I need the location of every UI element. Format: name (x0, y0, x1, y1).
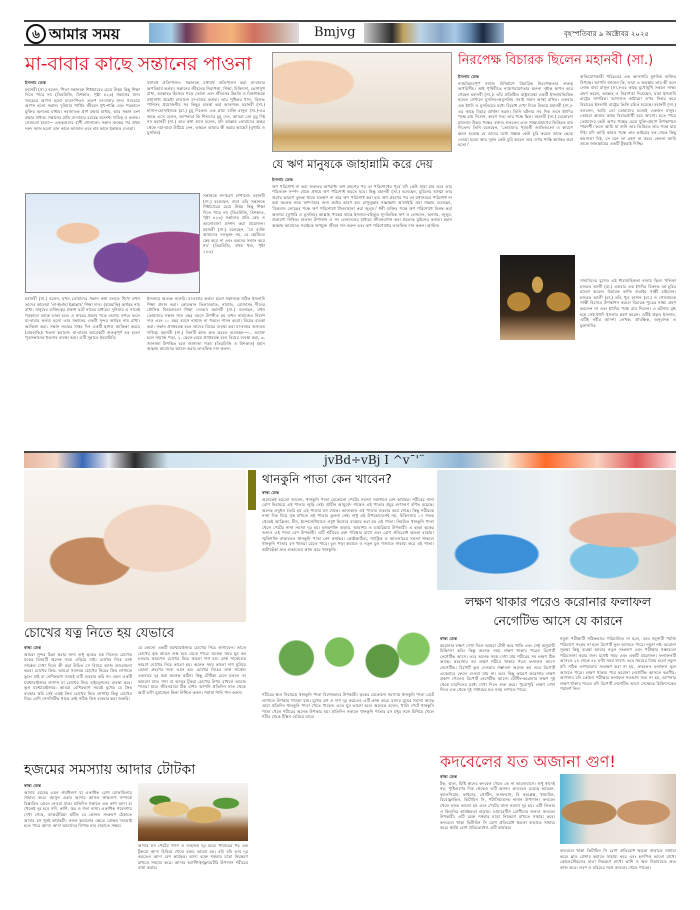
judge-text-1: ন্যায়বিচারপূর্ণ সমাজ বিনির্মাণে বিচারিক নিরপেক্ষতার গুরুত্ব অপরিসীম। তাই পৃথিবীতে ন্যায়পরায়ণতার অনন্য দৃষ্টান্ত স্থাপন করে গেছেন মহানবী (সা.)। তাঁর প্রতিষ্ঠিত রাষ্ট্রব্যবস্থা একটি ইসলামভিত্তিক হলেও সেখানে মুসলিম-অমুসলিম সবাই সমান আস্থা রাখত। একবার এক ইহুদি ও মুসলিমের মধ্যে বিরোধ দেখা দিলে উভয়ে মহানবী (সা.)-এর কাছে বিচার প্রার্থনা করল। তিনি ঘটনার সব দিক শুনে ইহুদির পক্ষে রায় দিলেন, কারণ সত্য তার পক্ষে ছিল। মহানবী (সা.) যেকোনো মামলায় উভয় পক্ষের বক্তব্য শুনতেন এবং সাক্ষ্যপ্রমাণের ভিত্তিতে রায় দিতেন। তিনি বলেছেন, 'তোমাদের পূর্ববর্তী জাতিগুলো এ কারণে ধ্বংস হয়েছে যে তাদের মধ্যে সম্ভ্রান্ত কেউ চুরি করলে তাকে ছেড়ে দেওয়া হতো আর দুর্বল কেউ চুরি করলে তার ওপর শাস্তি কার্যকর করা হতো।' (458, 80, 573, 148)
wood-apple-col-1 (440, 774, 555, 879)
ginger-photo (138, 783, 248, 841)
parents-text-4: ইসলামে অত্যন্ত জরুরি। মা-বাবার কর্তব্য হলো সন্তানকে সঠিক ইসলামি শিক্ষা প্রদান করা। কোরআন তিলাওয়াত, নামাজ, রোজাসহ দীনের মৌলিক বিষয়গুলো শিক্ষা দেওয়া। মহানবী (সা.) বলেছেন, যখন তোমাদের সন্তান সাত বছর বয়সে উপনীত হয় তখন নামাজের নির্দেশ দাও এবং ১০ বছর বয়সে নামাজ না পড়লে শাসন করো। বিয়ের ব্যবস্থা করা: সন্তান প্রাপ্তবয়স্ক হলে তাদের বিয়ের ব্যবস্থা করা মা-বাবার অন্যতম দায়িত্ব। মহানবী (সা.) তিনটি কাজ দ্রুত করতে বলেছেন—১. ওয়াক্ত হলে নামাজ পড়া, ২. ছেলে-মেয়ে প্রাপ্তবয়স্ক হলে বিয়ের ব্যবস্থা করা, ৩. জানাজা উপস্থিত হলে জানাজা পড়া। (তিরমিজি ও মিশকাত) মহান আল্লাহ আমাদের আমল করার তাওফিক দান করুন। (147, 296, 265, 352)
thankuni-body-2 (262, 692, 434, 862)
parents-col-2 (147, 80, 265, 190)
headline-corona-line-1: লক্ষণ থাকার পরেও করোনার ফলাফল (464, 594, 652, 609)
parents-col-4 (147, 296, 265, 446)
judge-text-2: অভিযোগকারী পরিচয়ের এক আনসারি মুসলিম ব্যক্তির বিপক্ষে। আপনি জানেন কি, তারা এ অবস্থায় তার কী বলে লোক বাবা রাসুল (সা.)-এর কাছে মুখোমুখি সকলে সাক্ষ্য গ্রহণ করেন, আল্লাহ ও নিরাপত্তা দিয়েছেন, যারা ইসলামি রাষ্ট্রের নাগরিক। আদালত কাঠামো ওপর নির্ভর করে বিচারের ইসলামি রাষ্ট্রের ভিত্তি রচিত হয়েছে। মহানবী (সা.) বললেন, আমি তো তোমাদের মতোই একজন মানুষ। তোমরা আমার কাছে বিচারপ্রার্থী হয়ে আসো। হতে পারে তোমাদের কেউ অপর পক্ষের চেয়ে যুক্তি-প্রমাণ উপস্থাপনে পারদর্শী। ফলে আমি যা শুনি তার ভিত্তিতে তার পক্ষে রায় দিই। যদি আমি কারও পক্ষে তার ভাইয়ের হক থেকে কিছু ফয়সালা দিই, সে যেন তা গ্রহণ না করে। কেননা আমি তাকে জাহান্নামের একটি টুকরাই দিচ্ছি। (580, 74, 676, 147)
byline-parents: ইসলাম ডেস্ক (25, 80, 46, 85)
ginger-text-2: আদার রস পেটের গ্যাস ও বদহজম দূর করে। খাবারের পর এক টুকরো আদা চিবিয়ে খেলে হজম ভালো হয়। বমি বমি ভাব দূর করতেও আদা বেশ কার্যকর। আদা রক্তে শর্করার মাত্রা নিয়ন্ত্রণে রাখতে সাহায্য করে। আদার অ্যান্টি-ইনফ্লামেটরি উপাদান শরীরের ব্যথা কমায়। (138, 843, 248, 871)
debt-photo (272, 52, 452, 152)
page-number-badge (26, 24, 46, 44)
byline-thankuni: স্বাস্থ্য ডেস্ক (262, 490, 280, 495)
thankuni-text-2: শরীরের ক্ষত নিরাময়ে থানকুনি পাতা বিশেষভাবে উপকারী। ত্বকের যেকোনো সমস্যায় থানকুনি পাতা বেটে লাগালে উপকার পাওয়া যায়। মুখের ব্রণ ও দাগ দূর করতেও এটি কাজ করে। যাদের ঘুমের সমস্যা আছে তারা প্রতিদিন থানকুনি পাতা খেতে পারেন। এতে ঘুম ভালো হবে। অনেকে বলেন, খালি পেটে থানকুনি পাতা খেলে শরীরের অনেক উপকার হয়। প্রতিদিন সকালে থানকুনি পাতার রস মধুর সঙ্গে মিশিয়ে খেলে শরীর থেকে টক্সিন বেরিয়ে যাবে। (262, 692, 434, 720)
wood-apple-caption-text: কদবেলে থাকা ভিটামিন সি রোগ প্রতিরোধ ক্ষমতা বাড়াতে সাহায্য করে। ব্লাড প্রেশার কমাতে সাহায্য করে এবং হৃৎপিণ্ড ভালো রাখে। কোলেস্টেরলের মাত্রা নিয়ন্ত্রণে রাখে। কাশি ও ক্ষত নিরাময়েও দ্রুত কাজ করে। লবণ ও মরিচের সঙ্গে কদবেল খেতে পারেন। (560, 848, 676, 870)
headline-ginger: হজমের সমস্যায় আদার টোটকা (24, 762, 196, 778)
eyes-col-1 (24, 645, 132, 757)
judge-col-1 (458, 74, 573, 252)
parents-photo (25, 193, 200, 293)
corona-col-1 (440, 636, 555, 748)
parents-text-3: মহানবী (সা.) বলেন, যখন তোমাদের সন্তান কথা বলতে শিখে তখন তাদের কালেমা 'লা-ইলাহা ইল্লাল্লাহ' শিক্ষা দাও। (বায়হাকি) অর্থবহ নাম রাখা: মানুষের ব্যক্তিত্বের প্রকাশ ঘটে নামের মাধ্যমে। দুনিয়ায় এ নামেই পরকালে তাকে ডাকা হবে। এ নামের প্রভাব পড়ে বংশের ওপর। ফলে মা-বাবার কর্তব্য হলো তার সন্তানের একটি সুন্দর অর্থবহ নাম রাখা। আকিকা করা: সন্তান জন্মের সপ্তম দিন একটি ছাগল আকিকা করবে (বায়হাকি)। খতনা করানো: মা-বাবার আরেকটি গুরুত্বপূর্ণ হক হলো পুত্রসন্তানের খতনার ব্যবস্থা করা। এটি সুন্নাতে ইবরাহিমি। (25, 296, 140, 341)
wood-apple-photo (560, 774, 676, 844)
issue-date: বৃহস্পতিবার ৯ অক্টোবর ২০২৫ (564, 30, 649, 38)
masthead (24, 20, 676, 46)
section-title-islam: Bmjvg (314, 25, 356, 40)
headline-corona-line-2: নেগেটিভ আসে যে কারনে (493, 613, 623, 628)
parents-text-1: মহানবী (সা.) বলেন, পিতা সন্তানকে শিষ্টাচারের চেয়ে উত্তম কিছু শিক্ষা দিতে পারে না। (তিরমিজি, মিশকাত, পৃষ্ঠা ৪২৩) সন্তানের জন্য সবচেয়ে আপন হলো মাতা-পিতা। তদ্রূপ মা-বাবার জন্য সবচেয়ে আপন হলো সন্তান। দুনিয়ার পার্থিব জীবনে সুখ-শান্তি এবং পরকালে মুক্তির অন্যতম মাধ্যম। নবজাতক প্রাণ রক্ষার মাধ্যম, আর সন্তান বংশ রক্ষার মাধ্যম। সন্তানের প্রতি মা-বাবার রয়েছে অসংখ্য দায়িত্ব ও কর্তব্য। সেগুলো হলো— একত্ববাদের বাণী শোনানো: সন্তান জন্মের পর প্রথম দরুদ কাজ হলো ডান কানে আজান এবং বাম কানে ইকামত দেওয়া। (25, 86, 140, 131)
debt-body (272, 177, 452, 447)
thankuni-leaves-photo (262, 628, 434, 688)
health-section-banner (24, 451, 676, 468)
masthead-photo-strip-left (149, 23, 299, 43)
byline-debt: ইসলাম ডেস্ক (272, 177, 293, 182)
eyes-text-2: যে কোনো একটি ময়শ্চারাইজার চোখের নিচে লাগাবেন। তাতে চোখের ত্বক আরও শুষ্ক হয়ে যেতে পারে। অনেক সময় ঘুম কম হওয়ার কারণেও চোখের নিচে কালো দাগ হয়। ডার্ক সার্কেলের কারণে চোখের নিচে কালো হয়। অনেক সময় কালো দাগ ঘুমিয়ে ভোলা গ্রহণের জন্য এমন হয়। চোখের নিচের ডার্ক সার্কেল একবারে দূর করা অনেক কঠিন। কিছু টোটকা মেনে চললে তা কমানো যায়। শসা বা আলুর টুকরা চোখের উপর রাখলে আরাম পাওয়া যায়। জীবনযাত্রা ঠিক রাখা: আপনি প্রতিদিন সাত থেকে আট ঘণ্টা ঘুমাচ্ছেন কিনা নিশ্চিত করুন। পর্যাপ্ত পানি পান করুন। (138, 645, 246, 695)
ginger-col-2 (138, 843, 248, 871)
eyes-col-2 (138, 645, 246, 757)
page-number: ৬ (32, 27, 40, 41)
corona-text-1: করোনার লক্ষণ দেখা দিলে আমরা টেস্ট করে থাকি এবং সেই অনুযায়ী চিকিৎসা করি। কিন্তু অনেক সময় লক্ষণ থাকার পরেও রিপোর্ট নেগেটিভ আসে। তবে অনেক সময় দেখা যায় শরীরের সব লক্ষণ ঠিক আছে। করোনার সব লক্ষণ শরীরে থাকার পরও ফলাফল আসে নেগেটিভ। রিপোর্ট ভুল দেওয়ার সম্ভাবনা অনেক কম তবে রিপোর্ট একেবারে ফেলে দেওয়া যায় না। তবে কিছু কারণে করোনার লক্ষণ প্রকাশ পেলেও রিপোর্ট নেগেটিভ আসে। টেস্টিং-করোনার লক্ষণ দুই থেকে চারদিনের মধ্যে দেখা দিতে শুরু করে। পুরোপুরি লক্ষণ দেখা দিতে এক থেকে দুই সপ্তাহের মত সময় লাগতে পারে। (440, 642, 555, 693)
parents-col-1 (25, 80, 140, 190)
byline-judge: ইসলাম ডেস্ক (458, 74, 479, 79)
masthead-photo-strip-right (364, 23, 504, 43)
parents-col-2b (203, 193, 265, 293)
wood-apple-caption (560, 848, 676, 880)
paper-name: আমার সময় (49, 25, 120, 43)
section-title-health: jvBd÷vBj I ^v¯'¨ (324, 453, 425, 467)
scales-of-justice-photo (500, 255, 575, 340)
debt-text: ঋণ পরিশোধ না করা গুরুতর অপরাধ। ঋণ গ্রহণের পর তা পরিশোধের পূর্বে যদি কেউ মারা যায় তবে তার পরিত্যক্ত সম্পদ থেকে প্রথমে ঋণ পরিশোধ করতে হবে। কিন্তু মহানবী (সা.) বলেছেন, মুমিনের আত্মা তার ঋণের কারণে ঝুলন্ত থাকে যতক্ষণ না তার ঋণ পরিশোধ করা হয়। ঋণ গ্রহণের পর তা যথাসময়ে পরিশোধ না করা অনেক সময় ঋণদাতার জন্য কষ্টের কারণ হয়। রাসুলুল্লাহ সাল্লাল্লাহু আলাইহি ওয়া সাল্লাম বলেছেন, 'বিত্তবান লোকের পক্ষে ঋণ পরিশোধে টালবাহানা করা জুলুম।' ধনী ব্যক্তির পক্ষে ঋণ পরিশোধে বিলম্ব করা অন্যায়। (বুখারি ও মুসলিম) আল্লাহ পাকের কাছে ইসলাম-বহির্ভূত সুদভিত্তিক ঋণ ও লেনদেন, অন্যায়, জুলুম, প্রতারণা নিষিদ্ধ। হালাল উপার্জন ও সৎ লেনদেনের মাধ্যমে জীবনযাপন করা প্রত্যেক মুমিনের কর্তব্য। মহান আল্লাহ আমাদের সবাইকে ঋণমুক্ত জীবন দান করুন এবং ঋণ পরিশোধের তাওফিক দান করুন। আমিন। (272, 183, 452, 228)
eye-care-photo (24, 470, 246, 622)
byline-corona: স্বাস্থ্য ডেস্ক (440, 636, 458, 641)
corona-test-photo (437, 470, 676, 590)
headline-eye-care: চোখের যত্ন নিতে হয় যেভাবে (24, 626, 175, 641)
judge-col-3 (580, 278, 676, 446)
corona-text-2: নমুনা পরীক্ষাটি সঠিকভাবে পরিচালিত না হলে, তবে নমুনাটি পর্যাপ্ত পরিমাণে সংগ্রহ না হলে রিপোর্ট ভুল আসতে পারে। নমুনা নষ্ট: করোনা সুরক্ষা কিছু ব্যবস্থা আবার নতুন সংক্রমণ এবং পরীক্ষার সম্ভাব্যতা পরিচালনা করার জন্য যথেষ্ট সময় এবং একটি প্রয়োজন। ফলাফলটি আসতে ২৪ থেকে ৪৮ ঘণ্টা সময় লাগে। তবে সময়ের বিষয় হলো নমুনা যদি সঠিক তাপমাত্রায় সংরক্ষণ করা না হয়, তাহলেও ফলাফল ভুল আসতে পারে। লক্ষণ থাকার পরে করোনা নেগেটিভ আসলে করণীয়: আপনার যদি কোনো পরীক্ষার ফলাফল শতভাগ সত্য না হয়, আপনার লক্ষণ থাকার পরেও যদি রিপোর্ট নেগেটিভ আসে সেক্ষেত্রে চিকিৎসকের পরামর্শ নিন। (560, 636, 676, 692)
corona-col-2 (560, 636, 676, 748)
parents-col-3 (25, 296, 140, 446)
wood-apple-text-1: টক, ঝাল, মিষ্টি স্বাদের কদবেল খেতে কে না ভালোবাসে। শুধু স্বাদেই নয়, পুষ্টিগুণের দিক থেকেও এটি অনন্য। কদবেলে রয়েছে আয়রন, ক্যালসিয়াম, ফাইবার, প্রোটিন, ফসফরাস, বি কমপ্লেক্স, থায়ামিন, রিবোফ্লাভিন, ভিটামিন সি, পটাসিয়ামসহ নানান উপাদান। কদবেল খেলে হজম ভালো হয় এবং পেটের নানা সমস্যা দূর হয়। এটি লিভার ও কিডনির কার্যক্ষমতা বাড়ায়। ডায়াবেটিস রোগীদের জন্যও কদবেল উপকারী। এটি রক্তে শর্করার মাত্রা নিয়ন্ত্রণে রাখতে সাহায্য করে। কদবেলে থাকা ভিটামিন সি রোগ প্রতিরোধ ক্ষমতা বাড়াতে সাহায্য করে। স্কার্ভি রোগ প্রতিরোধেও এটি কার্যকর। (440, 780, 555, 831)
headline-parents: মা-বাবার কাছে সন্তানের পাওনা (25, 53, 252, 75)
eyes-text-1: আমরা সুন্দর চিন্তা করার জন্য শুধু ত্বকের যত্ন নিলেও চোখের যত্নের বিষয়টি অনেক সময় এড়িয়ে যাই। চোখের নিচে ডার্ক সার্কেল দেখা দিলে কী করা উচিত সে বিষয়ে আজ আলোচনা করব। চোখের ক্রিম: আমরা সবসময় চোখের নিচের ক্রিম লাগাতে ভুলে যাই বা বেশিরভাগ সময়ই এটি ব্যবহার করি না। এমন একটি ময়শ্চারাইজার লাগান যা চোখের নিচে হাইড্রেশনের ব্যবস্থা করে। ভুল ময়শ্চারাইজার: আমরা বেশিরভাগ সময়ই মুখের যে ক্রিম ব্যবহার করি সেই একই ক্রিম চোখের নিচে লাগাই। কিন্তু চোখের নিচে বেশি সেনসিটিভ থাকে তাই সঠিক ক্রিম ব্যবহার করা জরুরি। (24, 651, 132, 702)
headline-judge: নিরপেক্ষ বিচারক ছিলেন মহানবী (সা.) (458, 53, 654, 68)
parents-text-2: যথাযথ প্রতিপালন: সন্তানকে যথাযথ প্রতিপালন করা মা-বাবার অপরিহার্য কর্তব্য। সন্তানের জীবনের নিরাপত্তা, শিক্ষা, চিকিৎসা, ভোগসুখ রাখা, আল্লাহর হিসেবে গড়ে তোলা এবং জীবনের উন্নতি ও বিকাশকল্পে যথাসাধ্য প্রচেষ্টা চালানো মা-বাবার কর্তব্য। তার পুষ্টিকর খাদ্য, বিশুদ্ধ পানিসহ প্রয়োজনীয় সব কিছুর ব্যবস্থা করা আবশ্যক। মহানবী (সা.) হাসান-হোসাইনকে (রা.) চুমু দিতেন। এক গ্রাম্য ব্যক্তি রাসুল (সা.)-এর কাছে এসে বলেন, আপনারা কি শিশুদের চুমু দেন, আমরা তো চুমু দিই না। মহানবী (সা.) তার কথা শুনে বলেন, যদি আল্লাহ তোমাদের অন্তর থেকে দয়া-মায়া উঠিয়ে নেন, তাহলে আমার কী করার আছে? (বুখারি ও মুসলিম) (147, 80, 265, 136)
headline-debt: যে ঋণ মানুষকে জাহান্নামি করে দেয় (272, 157, 433, 171)
byline-eyes: স্বাস্থ্য ডেস্ক (24, 645, 42, 650)
judge-col-2 (580, 74, 676, 274)
ginger-text-1: আদায় রয়েছে এমন ঔষধিগুণ যা একাধিক রোগ মোকাবিলায় সাহায্য করে। আসুন এবার আদার আসল স্বাস্থ্যগুণ সম্পর্কে বিস্তারিত জেনে নেওয়া যাক। প্রতিদিন সকালে এক কাপ আদা চা খেলেই দূর হবে সর্দি, কাশি, জ্বর ও গলা ব্যথা। একাধিক গবেষণায় দেখা গেছে, ব্যাকটেরিয়া ঘটিত যে কোনও সংক্রমণ ঠেকাতে আদার রস খুবই কার্যকরী। ওজন কমানোর ক্ষেত্রে যোক্ষম দাওয়াই হতে পারে আদা। আদা আমাদের বিপাক হার বাড়াতে সক্ষম। (24, 789, 132, 829)
byline-wood-apple: স্বাস্থ্য ডেস্ক (440, 774, 458, 779)
thankuni-text: অনেকেই হয়তো জানেন, থানকুনি পাতা যেকোনো পেটের সমস্যা সমাধানে বেশ কার্যকর। শরীরের নানা রোগ নিরাময়ে এই পাতার জুড়ি নেই। প্রাচীন আয়ুর্বেদ শাস্ত্রেও এই পাতার প্রচুর গুণাগুণ বর্ণিত রয়েছে। অনেক ওষুধও তৈরি হয় এই পাতার রস থেকে। আজকাল এই পাতার ব্যবহার কমে গেছে। কিন্তু শরীরকে নানা দিক দিয়ে সুস্থ রাখতে এই পাতার তুলনা নেই। শুধু এই উপমহাদেশেই নয়, চিকিৎসায় ১৭ শতক থেকেই আফ্রিকা, চীন, ইন্দোনেশিয়াতে ওষুধ হিসেবে ব্যবহার করা হয় এই পাতা। নিয়মিত থানকুনি পাতা খেলে পেটের নানা সমস্যা দূর হয়। হজমশক্তি বাড়ায়, আমাশয় ও ডায়রিয়ায় উপকারী। এ ছাড়া ত্বকের জন্যও এই পাতা বেশ উপকারী। এটি শরীরের রক্ত পরিষ্কার রাখে এবং রোগ প্রতিরোধ ক্ষমতা বাড়ায়। স্মৃতিশক্তি বাড়াতেও থানকুনি পাতা বেশ কার্যকর। কোষ্ঠকাঠিন্য, গ্যাস্ট্রিক ও আলসারের সমস্যা থাকলে থানকুনি পাতার রস খাওয়া যেতে পারে। চুল পড়া কমাতে ও নতুন চুল গজাতে সাহায্য করে এই পাতা। কাটাছেঁড়া দ্রুত শুকাতেও কাজ করে থানকুনি। (262, 496, 434, 552)
thankuni-body (262, 490, 434, 625)
parents-text-2b: সন্তানকে সদাচরণ শেখানো: মহানবী (সা.) বলেছেন, বাবা তাঁর সন্তানকে শিষ্টাচারের চেয়ে উত্তম কিছু শিক্ষা দিতে পারে না। (তিরমিজি, মিশকাত, পৃষ্ঠা ৪২৩) সন্তানের প্রতি স্নেহ ও ভালোবাসা প্রদর্শন করা প্রয়োজন। মহানবী (সা.) বলেছেন, 'সে ব্যক্তি আমাদের দলভুক্ত নয়, যে ছোটদের স্নেহ করে না এবং বড়দের সম্মান করে না।' (তিরমিজি, প্রথম খণ্ড, পৃষ্ঠা ১৮৩) (203, 193, 265, 254)
byline-ginger: স্বাস্থ্য ডেস্ক (24, 783, 42, 788)
headline-wood-apple: কদবেলের যত অজানা গুণ! (440, 752, 616, 771)
headline-thankuni: থানকুনি পাতা কেন খাবেন? (262, 472, 392, 486)
judge-text-3: সাহাবিদের যুগেও এই ধারাবাহিকতা বজায় ছিল। খলিফা হজরত আলী (রা.) একবার এক ইহুদির বিরুদ্ধে বর্ম চুরির মামলা করেন। বিচারক কাজি শুরাইহ সাক্ষী চাইলেন। হজরত আলী (রা.) তাঁর পুত্র হাসান (রা.) ও গোলামকে সাক্ষী হিসেবে উপস্থাপন করলে বিচারক পুত্রের সাক্ষ্য গ্রহণ করলেন না এবং ইহুদির পক্ষে রায় দিলেন। এ ঘটনায় মুগ্ধ হয়ে সেই ইহুদি ইসলাম গ্রহণ করেন। এটিই প্রকৃত ইসলাম, এটিই নবীর আদর্শ। লেখক: প্রাবন্ধিক, অনুবাদক ও মুফাসসির (580, 278, 676, 328)
ginger-col-1 (24, 783, 132, 863)
olive-accent-bar (248, 470, 256, 510)
